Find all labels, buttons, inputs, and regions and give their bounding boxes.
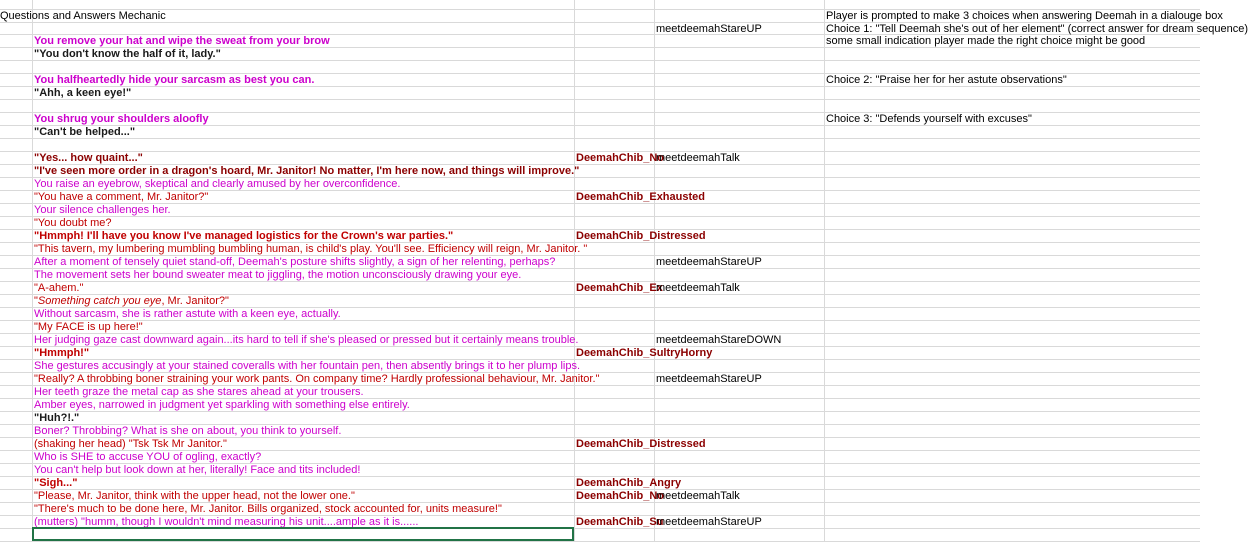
cell-a[interactable]: "This tavern, my lumbering mumbling bumbling human, is child's play. You'll see. Efficiency will reign, Mr. Janitor. " [34, 243, 588, 255]
cell-a[interactable]: She gestures accusingly at your stained coveralls with her fountain pen, then absently brings it to her plump lips. [34, 360, 581, 372]
cell-a[interactable]: "Huh?!." [34, 412, 80, 424]
cell-a[interactable]: Amber eyes, narrowed in judgment yet sparkling with something else entirely. [34, 399, 410, 411]
cell-d[interactable]: Choice 3: "Defends yourself with excuses" [826, 113, 1032, 125]
cell-a[interactable]: "You have a comment, Mr. Janitor?" [34, 191, 209, 203]
cell-c[interactable]: meetdeemahStareUP [656, 516, 762, 528]
row-border [0, 216, 1200, 217]
cell-c[interactable]: meetdeemahTalk [656, 282, 740, 294]
cell-a[interactable]: Her judging gaze cast downward again...its hard to tell if she's pleased or pressed but it certainly means trouble. [34, 334, 579, 346]
cell-a-italic-text: Something catch you eye [37, 295, 162, 307]
cell-c[interactable]: meetdeemahStareUP [656, 373, 762, 385]
cell-a[interactable]: Without sarcasm, she is rather astute with a keen eye, actually. [34, 308, 341, 320]
cell-a[interactable]: After a moment of tensely quiet stand-off, Deemah's posture shifts slightly, a sign of her relenting, perhaps? [34, 256, 556, 268]
cell-a[interactable]: Her teeth graze the metal cap as she stares ahead at your trousers. [34, 386, 364, 398]
column-border [654, 0, 655, 542]
cell-b[interactable]: DeemahChib_No [576, 490, 665, 502]
column-border [574, 0, 575, 542]
cell-a[interactable]: "Hmmph! I'll have you know I've managed logistics for the Crown's war parties." [34, 230, 454, 242]
cell-b[interactable]: DeemahChib_Distressed [576, 438, 706, 450]
cell-a[interactable]: You can't help but look down at her, literally! Face and tits included! [34, 464, 361, 476]
cell-a[interactable]: "Yes... how quaint..." [34, 152, 143, 164]
cell-a[interactable]: "Please, Mr. Janitor, think with the upper head, not the lower one." [34, 490, 355, 502]
cell-a[interactable]: You halfheartedly hide your sarcasm as best you can. [34, 74, 315, 86]
cell-a[interactable]: Boner? Throbbing? What is she on about, you think to yourself. [34, 425, 342, 437]
cell-a[interactable]: You raise an eyebrow, skeptical and clearly amused by her overconfidence. [34, 178, 401, 190]
cell-a[interactable] [34, 295, 229, 308]
cell-a[interactable]: "There's much to be done here, Mr. Janitor. Bills organized, stock accounted for, units measure!" [34, 503, 502, 515]
cell-a[interactable]: "A-ahem." [34, 282, 84, 294]
cell-a[interactable]: "I've seen more order in a dragon's hoard, Mr. Janitor! No matter, I'm here now, and things will improve." [34, 165, 580, 177]
cell-c[interactable]: meetdeemahStareUP [656, 23, 762, 35]
cell-b[interactable]: DeemahChib_SultryHorny [576, 347, 713, 359]
cell-c[interactable]: meetdeemahTalk [656, 152, 740, 164]
cell-a[interactable]: "Sigh..." [34, 477, 78, 489]
cell-b[interactable]: DeemahChib_Exhausted [576, 191, 705, 203]
cell-a[interactable]: You remove your hat and wipe the sweat from your brow [34, 35, 330, 47]
cell-a[interactable]: Who is SHE to accuse YOU of ogling, exactly? [34, 451, 262, 463]
selected-cell[interactable] [32, 527, 574, 541]
cell-c[interactable]: meetdeemahStareUP [656, 256, 762, 268]
sheet-header-cell[interactable]: Questions and Answers Mechanic [0, 10, 166, 22]
cell-c[interactable]: meetdeemahTalk [656, 490, 740, 502]
cell-a[interactable]: (mutters) "humm, though I wouldn't mind measuring his unit....ample as it is...... [34, 516, 419, 528]
cell-a-text: " [34, 295, 38, 307]
cell-b[interactable]: DeemahChib_Ex [576, 282, 663, 294]
cell-a[interactable]: (shaking her head) "Tsk Tsk Mr Janitor." [34, 438, 227, 450]
cell-d[interactable]: Choice 1: "Tell Deemah she's out of her element" (correct answer for dream sequence) [826, 23, 1248, 35]
cell-d[interactable]: Player is prompted to make 3 choices when answering Deemah in a dialouge box [826, 10, 1223, 22]
cell-a[interactable]: "You don't know the half of it, lady." [34, 48, 221, 60]
cell-a[interactable]: "Can't be helped..." [34, 126, 136, 138]
cell-a[interactable]: The movement sets her bound sweater meat to jiggling, the motion unconsciously drawing your eye. [34, 269, 522, 281]
cell-a-text: , Mr. Janitor?" [161, 295, 229, 307]
cell-b[interactable]: DeemahChib_No [576, 152, 665, 164]
cell-a[interactable]: "Really? A throbbing boner straining your work pants. On company time? Hardly professional behaviour, Mr. Janitor." [34, 373, 600, 385]
cell-a[interactable]: "You doubt me? [34, 217, 112, 229]
cell-b[interactable]: DeemahChib_Angry [576, 477, 682, 489]
cell-a[interactable]: "My FACE is up here!" [34, 321, 143, 333]
cell-c[interactable]: meetdeemahStareDOWN [656, 334, 782, 346]
column-border [32, 0, 33, 542]
cell-b[interactable]: DeemahChib_Su [576, 516, 664, 528]
cell-d[interactable]: some small indication player made the right choice might be good [826, 35, 1146, 47]
column-border [824, 0, 825, 542]
cell-a[interactable]: "Hmmph!" [34, 347, 90, 359]
cell-b[interactable]: DeemahChib_Distressed [576, 230, 706, 242]
cell-a[interactable]: You shrug your shoulders aloofly [34, 113, 209, 125]
cell-a[interactable]: Your silence challenges her. [34, 204, 171, 216]
cell-d[interactable]: Choice 2: "Praise her for her astute observations" [826, 74, 1067, 86]
row-border [0, 138, 1200, 139]
row-border [0, 99, 1200, 100]
cell-a[interactable]: "Ahh, a keen eye!" [34, 87, 132, 99]
